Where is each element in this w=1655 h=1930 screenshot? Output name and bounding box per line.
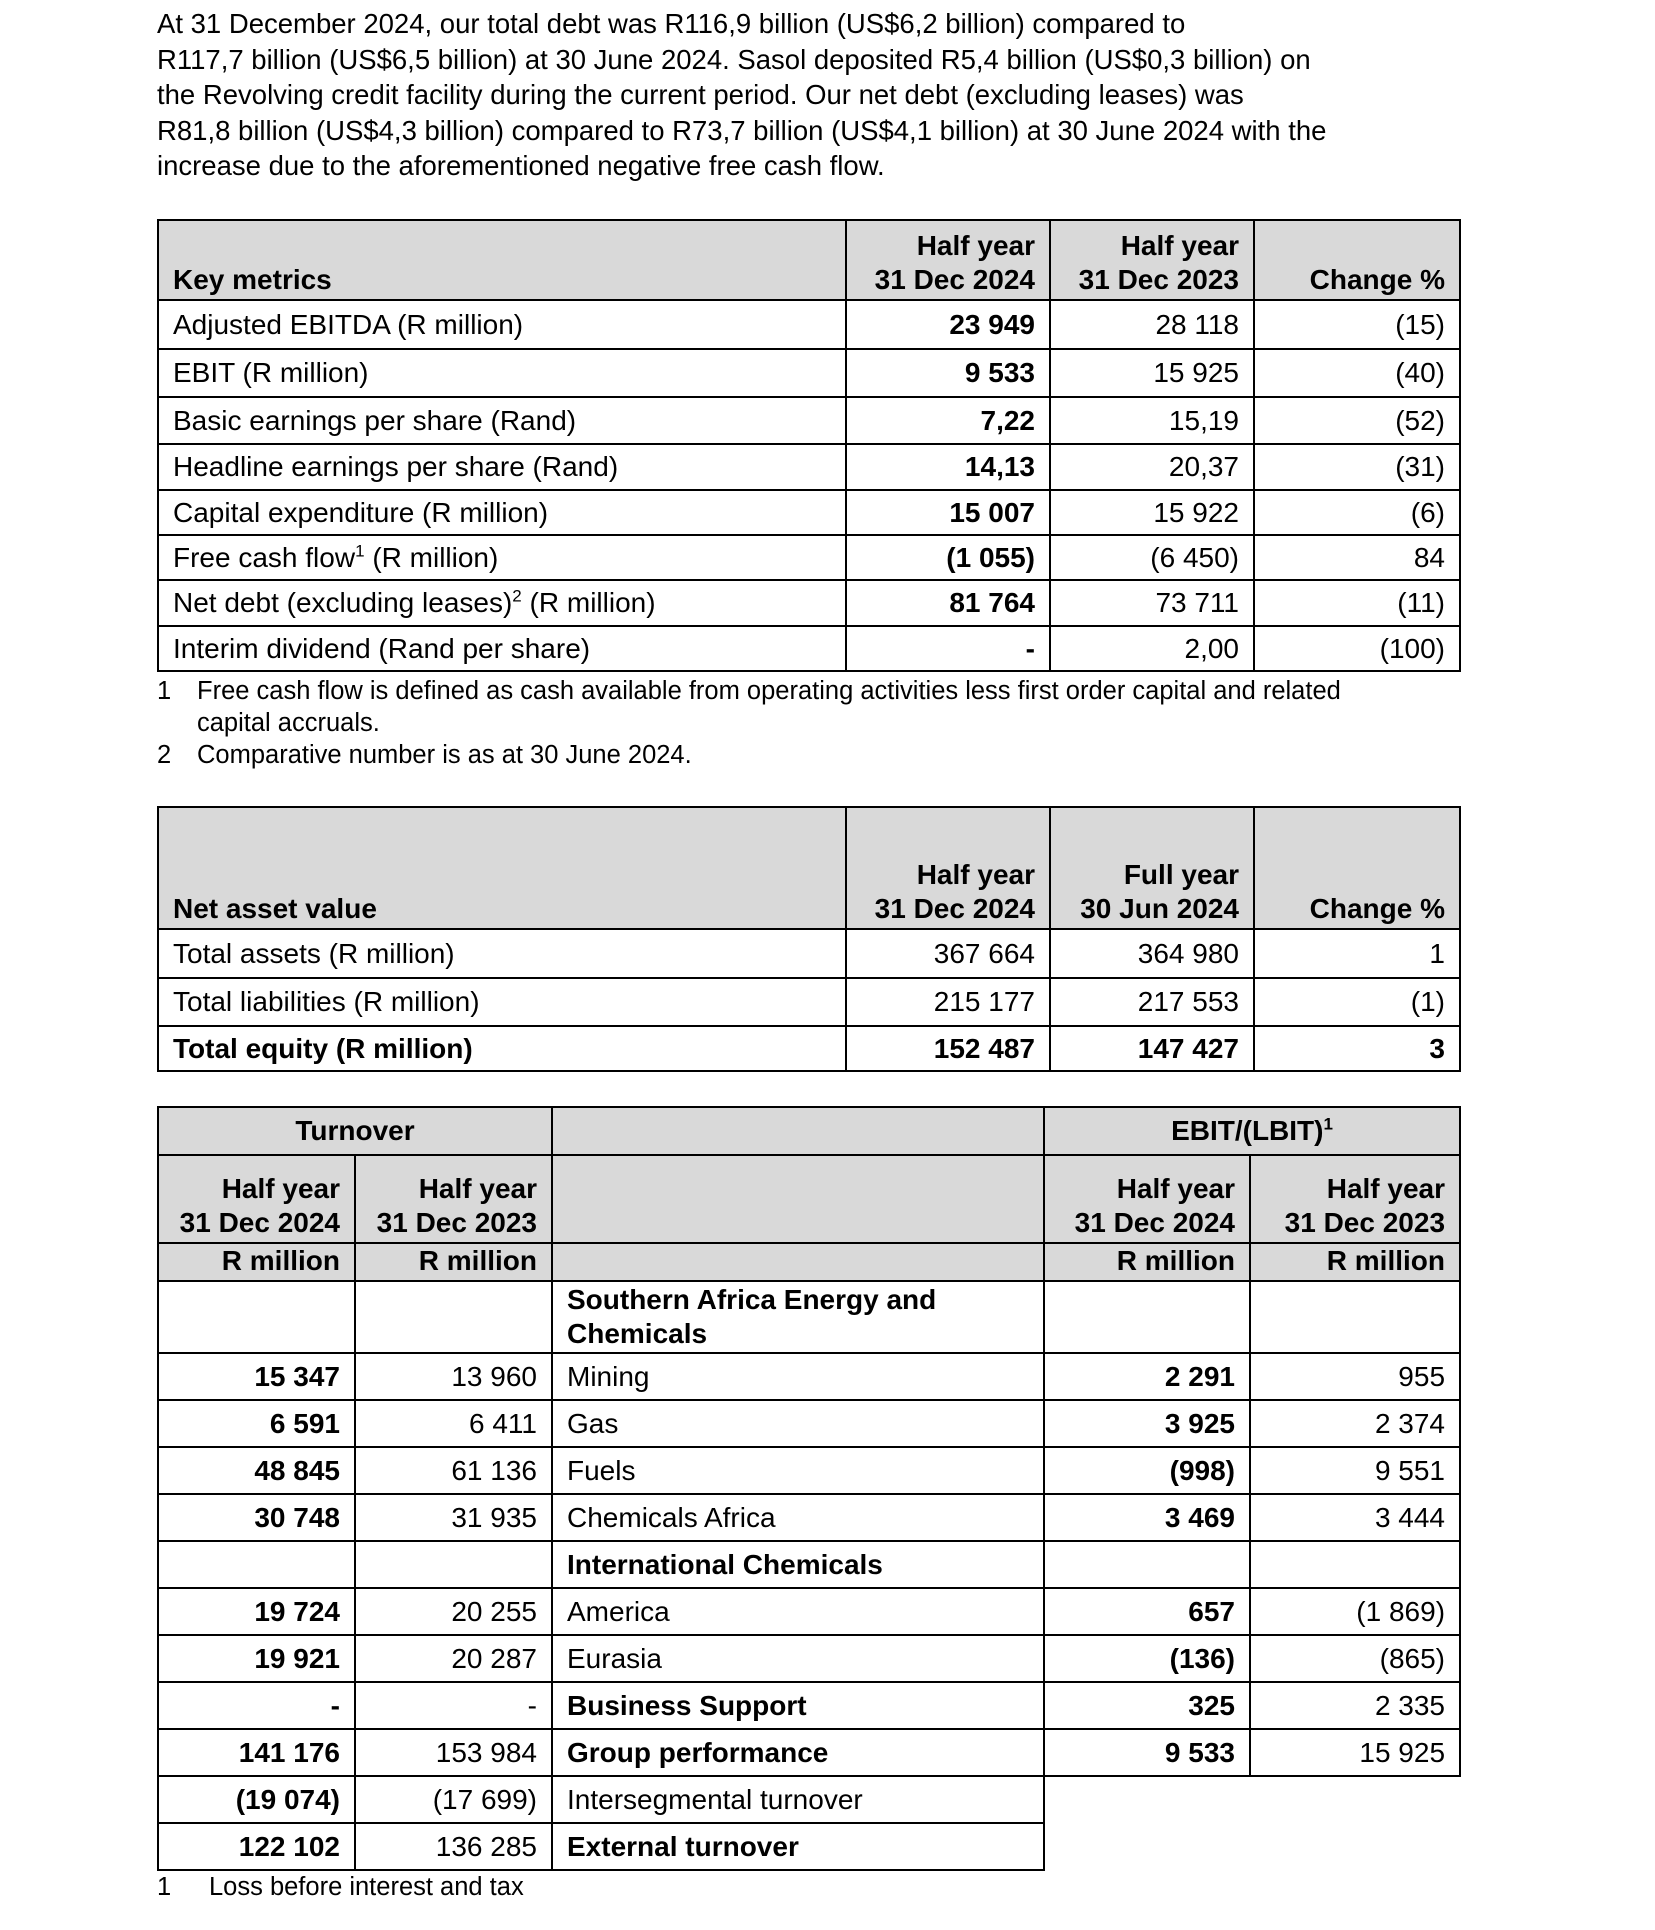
segment-footnote: 1 Loss before interest and tax [157, 1873, 524, 1901]
cell-value: 19 921 [158, 1635, 355, 1682]
cell-value: - [158, 1682, 355, 1729]
key-metrics-title: Key metrics [158, 220, 846, 300]
cell-value: (40) [1254, 349, 1460, 397]
unit-label: R million [158, 1243, 355, 1281]
unit-label: R million [1250, 1243, 1460, 1281]
row-label: Headline earnings per share (Rand) [158, 444, 846, 490]
cell-value: 152 487 [846, 1026, 1050, 1071]
ebit-header: EBIT/(LBIT)$^1$ [1044, 1107, 1460, 1155]
row-label: Adjusted EBITDA (R million) [158, 300, 846, 349]
cell-value: 84 [1254, 535, 1460, 580]
cell-value: 15 925 [1250, 1729, 1460, 1776]
row-label: Mining [552, 1353, 1044, 1400]
cell-value: 7,22 [846, 397, 1050, 444]
cell-value: 2 291 [1044, 1353, 1250, 1400]
table-row [158, 535, 1460, 580]
cell-value: 325 [1044, 1682, 1250, 1729]
cell-value: (100) [1254, 626, 1460, 671]
footnote: 2 Comparative number is as at 30 June 2024. [157, 741, 692, 769]
cell-value: 23 949 [846, 300, 1050, 349]
intro-line: At 31 December 2024, our total debt was R116,9 billion (US$6,2 billion) compared to [157, 8, 1186, 39]
row-label: Capital expenditure (R million) [158, 490, 846, 535]
row-label: Free cash flow$^1$ (R million) [158, 535, 846, 580]
table-row [158, 444, 1460, 490]
cell-value: 28 118 [1050, 300, 1254, 349]
cell-value: 19 724 [158, 1588, 355, 1635]
cell-value: (136) [1044, 1635, 1250, 1682]
cell-value: 14,13 [846, 444, 1050, 490]
intro-line: increase due to the aforementioned negative free cash flow. [157, 150, 885, 181]
column-header: Half year 31 Dec 2023 [1050, 220, 1254, 300]
row-label: Intersegmental turnover [552, 1776, 1044, 1823]
cell-value: (998) [1044, 1447, 1250, 1494]
row-label: Total assets (R million) [158, 929, 846, 978]
key-metrics-header [158, 220, 1460, 300]
table-row [158, 1729, 1460, 1776]
cell-value: 136 285 [355, 1823, 552, 1870]
cell-value: 48 845 [158, 1447, 355, 1494]
table-row [158, 1635, 1460, 1682]
table-row [158, 626, 1460, 671]
table-row [158, 929, 1460, 978]
table-row [158, 1447, 1460, 1494]
cell-value: 2,00 [1050, 626, 1254, 671]
row-label: Gas [552, 1400, 1044, 1447]
section-label: Southern Africa Energy and Chemicals [552, 1281, 1044, 1353]
cell-value: 153 984 [355, 1729, 552, 1776]
row-label: Business Support [552, 1682, 1044, 1729]
cell-value: 15 347 [158, 1353, 355, 1400]
table-row [158, 349, 1460, 397]
cell-value: (31) [1254, 444, 1460, 490]
table-row [158, 1400, 1460, 1447]
cell-value: 3 444 [1250, 1494, 1460, 1541]
segment-group-header [158, 1107, 1460, 1155]
intro-line: the Revolving credit facility during the current period. Our net debt (excluding leases) was [157, 79, 1244, 110]
intro-line: R81,8 billion (US$4,3 billion) compared to R73,7 billion (US$4,1 billion) at 30 June 2024 with the [157, 114, 1327, 146]
row-label: Fuels [552, 1447, 1044, 1494]
cell-value: (1 055) [846, 535, 1050, 580]
cell-value: 6 591 [158, 1400, 355, 1447]
column-header: Full year 30 Jun 2024 [1050, 807, 1254, 929]
segment-table [157, 1106, 1461, 1871]
cell-value: 367 664 [846, 929, 1050, 978]
cell-value: 3 469 [1044, 1494, 1250, 1541]
segment-period-header [158, 1155, 1460, 1243]
cell-value: (1 869) [1250, 1588, 1460, 1635]
cell-value: 2 374 [1250, 1400, 1460, 1447]
cell-value: 81 764 [846, 580, 1050, 626]
cell-value: 15 922 [1050, 490, 1254, 535]
cell-value: 30 748 [158, 1494, 355, 1541]
section-row [158, 1541, 1460, 1588]
table-row [158, 1823, 1460, 1870]
cell-value: 15 007 [846, 490, 1050, 535]
cell-value: 73 711 [1050, 580, 1254, 626]
table-row [158, 300, 1460, 349]
cell-value: 2 335 [1250, 1682, 1460, 1729]
unit-label: R million [355, 1243, 552, 1281]
column-header: Half year 31 Dec 2023 [1250, 1155, 1460, 1243]
cell-value: (19 074) [158, 1776, 355, 1823]
cell-value: - [846, 626, 1050, 671]
cell-value: - [355, 1682, 552, 1729]
cell-value: 13 960 [355, 1353, 552, 1400]
cell-value: 3 [1254, 1026, 1460, 1071]
cell-value: 9 551 [1250, 1447, 1460, 1494]
cell-value: 31 935 [355, 1494, 552, 1541]
table-row [158, 1494, 1460, 1541]
cell-value: 9 533 [846, 349, 1050, 397]
table-row [158, 1026, 1460, 1071]
cell-value: 657 [1044, 1588, 1250, 1635]
table-row [158, 978, 1460, 1026]
column-header: Half year 31 Dec 2023 [355, 1155, 552, 1243]
table-row [158, 1682, 1460, 1729]
footnote-continuation: capital accruals. [197, 709, 380, 737]
row-label: Total liabilities (R million) [158, 978, 846, 1026]
key-metrics-table [157, 219, 1461, 672]
column-header: Half year 31 Dec 2024 [1044, 1155, 1250, 1243]
cell-value: 20 255 [355, 1588, 552, 1635]
net-asset-value-header [158, 807, 1460, 929]
cell-value: 20,37 [1050, 444, 1254, 490]
intro-paragraph [157, 6, 1467, 184]
cell-value: 147 427 [1050, 1026, 1254, 1071]
column-header: Half year 31 Dec 2024 [846, 807, 1050, 929]
turnover-header: Turnover [158, 1107, 552, 1155]
cell-value: (6) [1254, 490, 1460, 535]
cell-value: 3 925 [1044, 1400, 1250, 1447]
segment-unit-header [158, 1243, 1460, 1281]
cell-value: (52) [1254, 397, 1460, 444]
table-row [158, 1353, 1460, 1400]
table-row [158, 1776, 1460, 1823]
cell-value: (17 699) [355, 1776, 552, 1823]
row-label: EBIT (R million) [158, 349, 846, 397]
blank-header [552, 1155, 1044, 1243]
cell-value: 215 177 [846, 978, 1050, 1026]
intro-line: R117,7 billion (US$6,5 billion) at 30 June 2024. Sasol deposited R5,4 billion (US$0,3 billion) on [157, 43, 1311, 75]
cell-value: 61 136 [355, 1447, 552, 1494]
row-label: Net debt (excluding leases)$^2$ (R million) [158, 580, 846, 626]
row-label: Eurasia [552, 1635, 1044, 1682]
cell-value: 955 [1250, 1353, 1460, 1400]
column-header: Half year 31 Dec 2024 [158, 1155, 355, 1243]
blank-header [552, 1107, 1044, 1155]
cell-value: 6 411 [355, 1400, 552, 1447]
cell-value: 9 533 [1044, 1729, 1250, 1776]
column-header: Half year 31 Dec 2024 [846, 220, 1050, 300]
table-row [158, 1588, 1460, 1635]
cell-value: (1) [1254, 978, 1460, 1026]
row-label: Group performance [552, 1729, 1044, 1776]
table-row [158, 397, 1460, 444]
net-asset-value-title: Net asset value [158, 807, 846, 929]
cell-value: (11) [1254, 580, 1460, 626]
unit-label: R million [1044, 1243, 1250, 1281]
row-label: External turnover [552, 1823, 1044, 1870]
cell-value: (865) [1250, 1635, 1460, 1682]
cell-value: (6 450) [1050, 535, 1254, 580]
row-label: Chemicals Africa [552, 1494, 1044, 1541]
cell-value: 141 176 [158, 1729, 355, 1776]
row-label: Basic earnings per share (Rand) [158, 397, 846, 444]
column-header: Change % [1254, 807, 1460, 929]
cell-value: 20 287 [355, 1635, 552, 1682]
section-row [158, 1281, 1460, 1353]
cell-value: 217 553 [1050, 978, 1254, 1026]
cell-value: 1 [1254, 929, 1460, 978]
row-label: Total equity (R million) [158, 1026, 846, 1071]
cell-value: 15,19 [1050, 397, 1254, 444]
column-header: Change % [1254, 220, 1460, 300]
cell-value: 15 925 [1050, 349, 1254, 397]
row-label: Interim dividend (Rand per share) [158, 626, 846, 671]
table-row [158, 490, 1460, 535]
net-asset-value-table [157, 806, 1461, 1072]
footnote: 1 Free cash flow is defined as cash available from operating activities less first order capital and related [157, 677, 1341, 705]
blank-header [552, 1243, 1044, 1281]
section-label: International Chemicals [552, 1541, 1044, 1588]
table-row [158, 580, 1460, 626]
key-metrics-footnotes [157, 675, 1477, 771]
cell-value: (15) [1254, 300, 1460, 349]
cell-value: 122 102 [158, 1823, 355, 1870]
row-label: America [552, 1588, 1044, 1635]
cell-value: 364 980 [1050, 929, 1254, 978]
